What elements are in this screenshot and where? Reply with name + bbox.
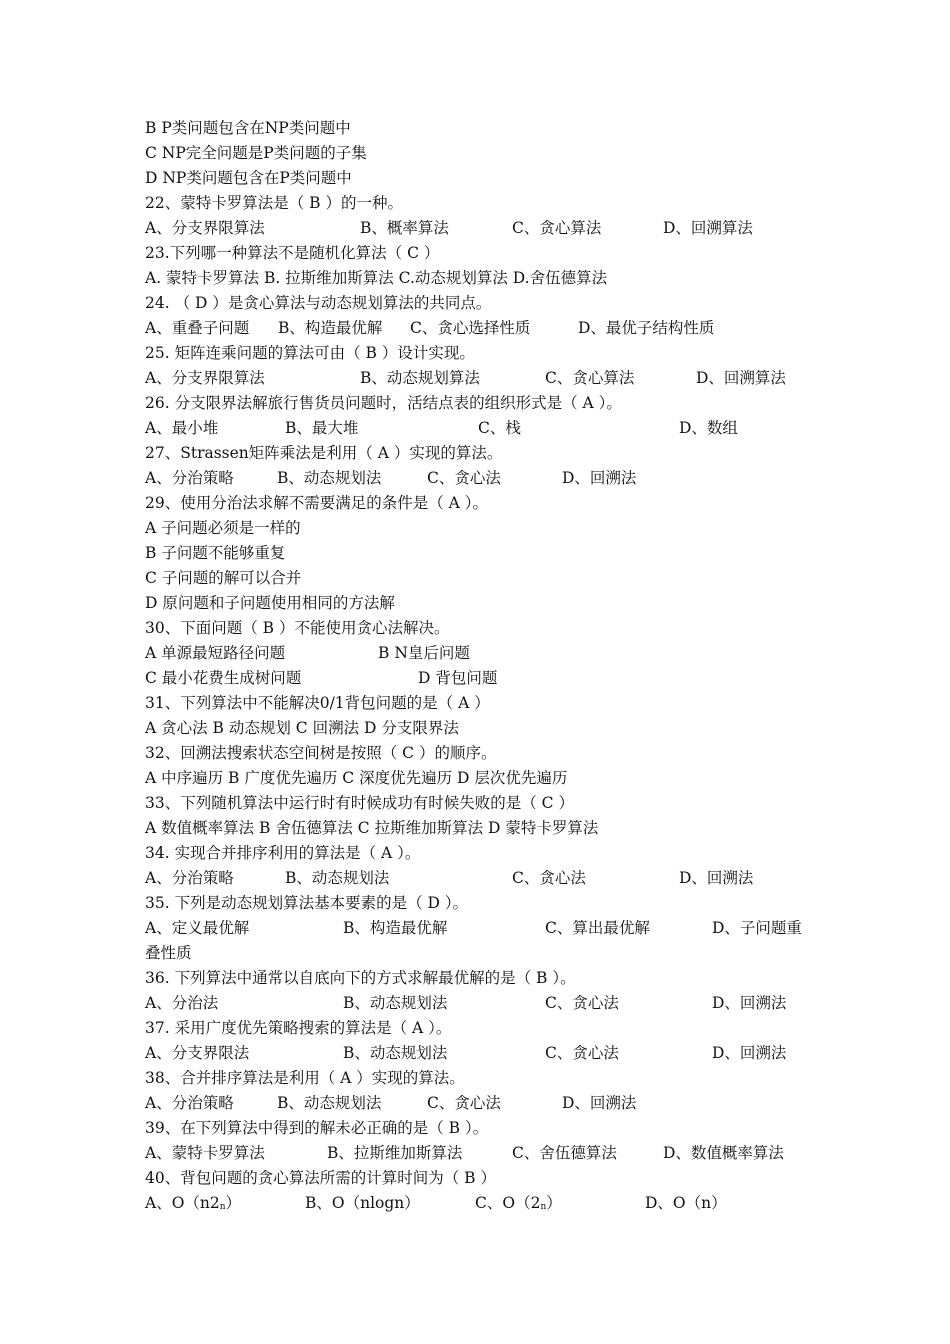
option-item: B、动态规划算法	[360, 369, 480, 387]
option-item: A、分治策略	[145, 469, 234, 487]
text-line: 32、回溯法搜索状态空间树是按照（ C ）的顺序。	[145, 744, 497, 762]
option-item: D、回溯法	[562, 1094, 637, 1112]
option-item: C、贪心法	[512, 869, 586, 887]
text-line: 26. 分支限界法解旅行售货员问题时，活结点表的组织形式是（ A ）。	[145, 394, 622, 412]
options-row	[145, 668, 845, 688]
option-item: D、O（n）	[645, 1194, 727, 1212]
text-line: 33、下列随机算法中运行时有时候成功有时候失败的是（ C ）	[145, 794, 574, 812]
option-item: A、最小堆	[145, 419, 219, 437]
option-item: A、蒙特卡罗算法	[145, 1144, 265, 1162]
option-item: D、数组	[679, 419, 738, 437]
option-item: A、分支界限算法	[145, 219, 265, 237]
text-line: 叠性质	[145, 944, 192, 962]
option-item: C、$O(2_n)$	[475, 1194, 562, 1212]
option-item: C、贪心法	[545, 994, 619, 1012]
option-item: A、重叠子问题	[145, 319, 250, 337]
option-item: D、回溯法	[712, 1044, 787, 1062]
text-line: 36. 下列算法中通常以自底向下的方式求解最优解的是（ B ）。	[145, 969, 576, 987]
text-line: C 子问题的解可以合并	[145, 569, 302, 587]
option-item: D、最优子结构性质	[578, 319, 715, 337]
options-row	[145, 1193, 845, 1213]
option-item: B、动态规划法	[343, 1044, 448, 1062]
text-line: A 数值概率算法 B 舍伍德算法 C 拉斯维加斯算法 D 蒙特卡罗算法	[145, 819, 599, 837]
option-item: C、算出最优解	[545, 919, 650, 937]
options-row	[145, 993, 845, 1013]
option-item: B、动态规划法	[343, 994, 448, 1012]
options-row	[145, 418, 845, 438]
option-item: B、动态规划法	[285, 869, 390, 887]
text-line: 30、下面问题（ B ）不能使用贪心法解决。	[145, 619, 450, 637]
options-row	[145, 368, 845, 388]
option-item: B、构造最优解	[343, 919, 448, 937]
options-row	[145, 318, 845, 338]
text-line: A 贪心法 B 动态规划 C 回溯法 D 分支限界法	[145, 719, 459, 737]
option-item: C 最小花费生成树问题	[145, 669, 302, 687]
option-item: C、贪心算法	[545, 369, 635, 387]
option-item: C、贪心法	[427, 469, 501, 487]
text-line: 31、下列算法中不能解决0/1背包问题的是（ A ）	[145, 694, 490, 712]
text-line: A. 蒙特卡罗算法 B. 拉斯维加斯算法 C.动态规划算法 D.舍伍德算法	[145, 269, 608, 287]
options-row	[145, 468, 845, 488]
text-line: C NP完全问题是P类问题的子集	[145, 144, 367, 162]
text-line: B 子问题不能够重复	[145, 544, 286, 562]
text-line: 23.下列哪一种算法不是随机化算法（ C ）	[145, 244, 440, 262]
option-item: D、回溯算法	[696, 369, 786, 387]
text-line: 29、使用分治法求解不需要满足的条件是（ A ）。	[145, 494, 489, 512]
option-item: B、动态规划法	[277, 1094, 382, 1112]
text-line: D NP类问题包含在P类问题中	[145, 169, 352, 187]
text-line: 34. 实现合并排序利用的算法是（ A ）。	[145, 844, 421, 862]
option-item: A、分支界限法	[145, 1044, 250, 1062]
option-item: C、舍伍德算法	[512, 1144, 617, 1162]
text-line: 24. （ D ）是贪心算法与动态规划算法的共同点。	[145, 294, 492, 312]
option-item: D 背包问题	[418, 669, 498, 687]
text-line: 35. 下列是动态规划算法基本要素的是（ D ）。	[145, 894, 469, 912]
option-item: B、拉斯维加斯算法	[327, 1144, 463, 1162]
options-row	[145, 643, 845, 663]
option-item: A、分治策略	[145, 869, 234, 887]
option-item: D、回溯法	[679, 869, 754, 887]
options-row	[145, 1043, 845, 1063]
text-line: 38、合并排序算法是利用（ A ）实现的算法。	[145, 1069, 465, 1087]
option-item: B、构造最优解	[278, 319, 383, 337]
text-line: 22、蒙特卡罗算法是（ B ）的一种。	[145, 194, 403, 212]
text-line: D 原问题和子问题使用相同的方法解	[145, 594, 395, 612]
options-row	[145, 918, 845, 938]
option-item: A、分治策略	[145, 1094, 234, 1112]
option-item: A、$O(n2_n)$	[145, 1194, 242, 1212]
option-item: D、回溯法	[712, 994, 787, 1012]
option-item: B、最大堆	[285, 419, 359, 437]
option-item: C、贪心法	[427, 1094, 501, 1112]
option-item: A、定义最优解	[145, 919, 250, 937]
options-row	[145, 218, 845, 238]
option-item: C、贪心法	[545, 1044, 619, 1062]
option-item: A、分治法	[145, 994, 219, 1012]
option-item: C、栈	[478, 419, 521, 437]
option-item: D、回溯算法	[663, 219, 753, 237]
text-line: 25. 矩阵连乘问题的算法可由（ B ）设计实现。	[145, 344, 475, 362]
text-line: B P类问题包含在NP类问题中	[145, 119, 351, 137]
options-row	[145, 1093, 845, 1113]
option-item: D、子问题重	[712, 919, 802, 937]
text-line: 27、Strassen矩阵乘法是利用（ A ）实现的算法。	[145, 444, 503, 462]
text-line: 39、在下列算法中得到的解未必正确的是（ B ）。	[145, 1119, 489, 1137]
option-item: D、回溯法	[562, 469, 637, 487]
options-row	[145, 1143, 845, 1163]
option-item: C、贪心选择性质	[410, 319, 531, 337]
option-item: C、贪心算法	[512, 219, 602, 237]
options-row	[145, 868, 845, 888]
text-line: A 中序遍历 B 广度优先遍历 C 深度优先遍历 D 层次优先遍历	[145, 769, 568, 787]
option-item: D、数值概率算法	[663, 1144, 784, 1162]
text-line: 37. 采用广度优先策略搜索的算法是（ A ）。	[145, 1019, 452, 1037]
option-item: A、分支界限算法	[145, 369, 265, 387]
option-item: A 单源最短路径问题	[145, 644, 286, 662]
option-item: B、动态规划法	[277, 469, 382, 487]
text-line: 40、背包问题的贪心算法所需的计算时间为（ B ）	[145, 1169, 496, 1187]
option-item: B、O（nlogn）	[305, 1194, 420, 1212]
text-line: A 子问题必须是一样的	[145, 519, 301, 537]
option-item: B N皇后问题	[378, 644, 470, 662]
option-item: B、概率算法	[360, 219, 449, 237]
